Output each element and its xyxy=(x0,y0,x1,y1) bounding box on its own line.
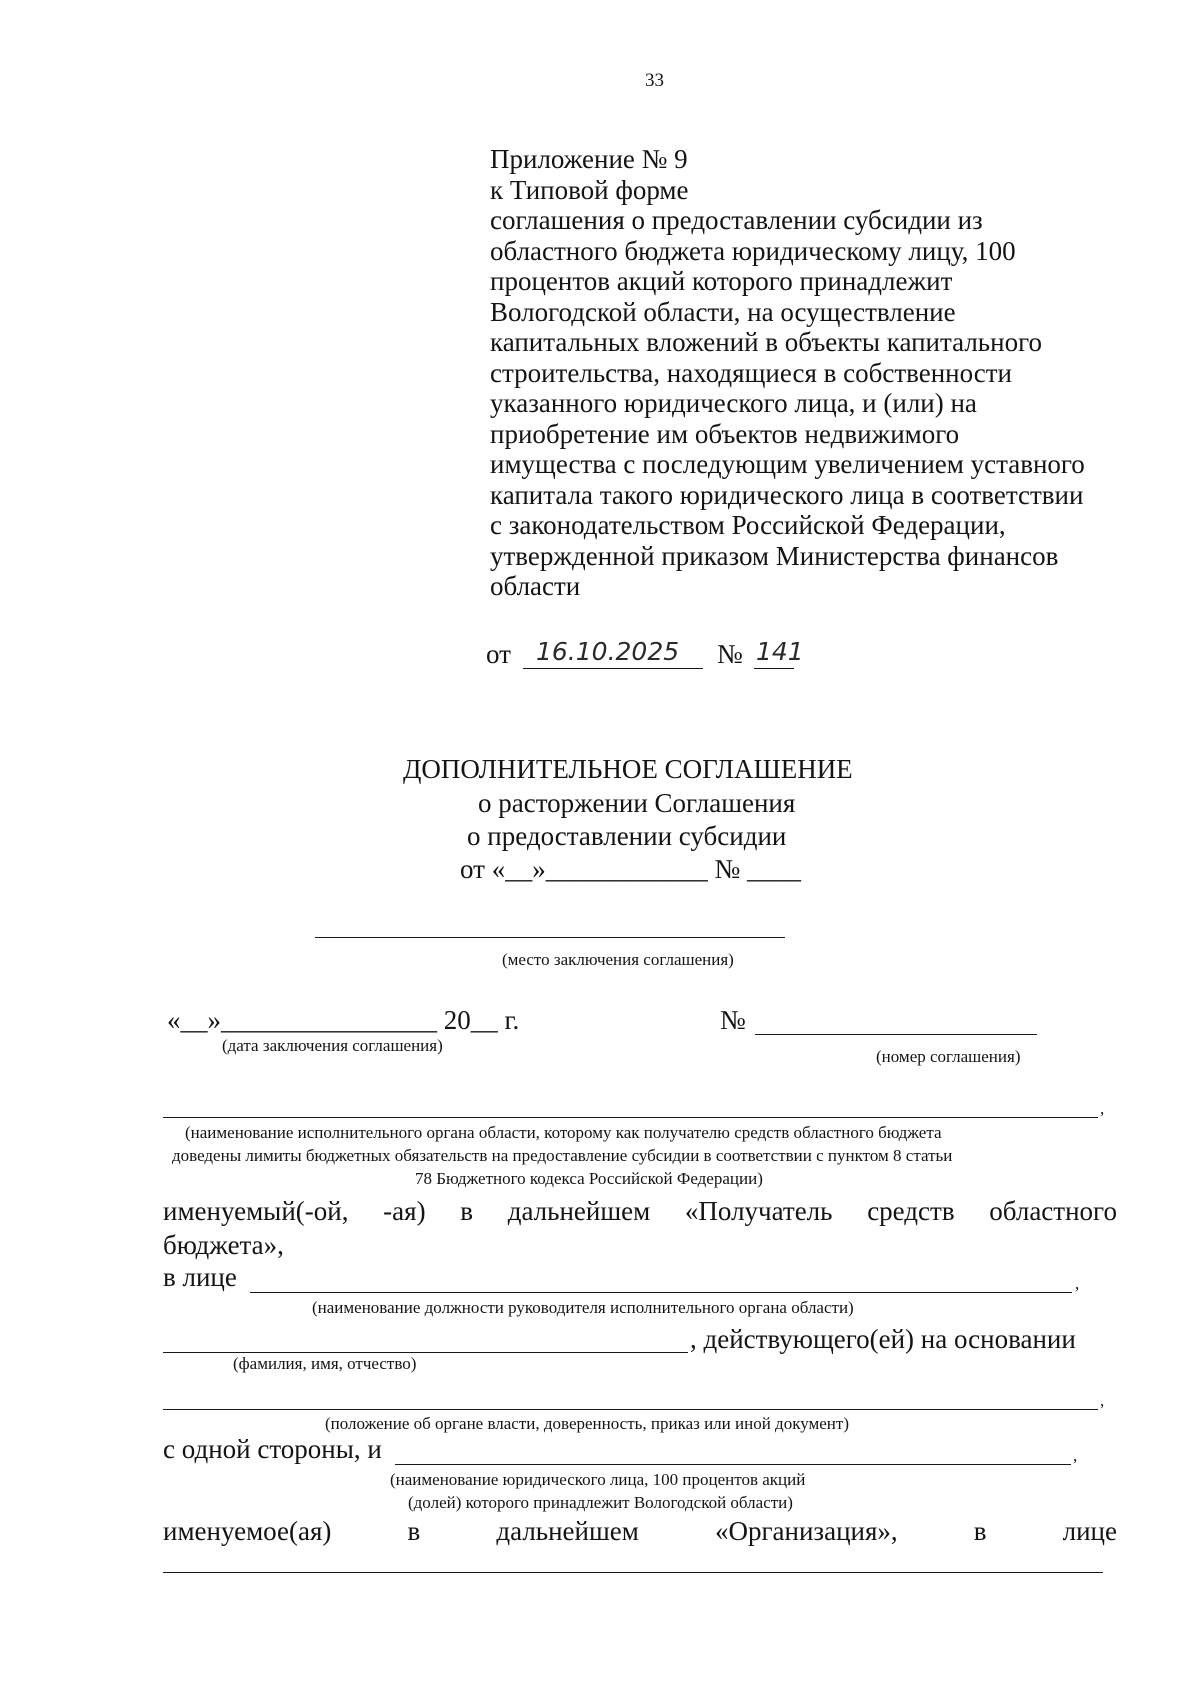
approval-line: с законодательством Российской Федерации, xyxy=(490,510,1006,540)
approval-line: указанного юридического лица, и (или) на xyxy=(490,388,977,418)
named-word: именуемый(-ой, xyxy=(163,1196,349,1226)
organization-caption-line-1: (наименование юридического лица, 100 процентов акций xyxy=(390,1470,806,1489)
organ-caption-line-1: (наименование исполнительного органа области, которому как получателю средств областного бюджета xyxy=(185,1123,942,1142)
organ-field-line xyxy=(163,1117,1098,1118)
place-caption: (место заключения соглашения) xyxy=(502,950,734,969)
agreement-date-number-line: от «__»____________ № ____ xyxy=(460,854,801,884)
approval-date-handwritten: 16.10.2025 xyxy=(536,637,680,666)
organization-field-comma: , xyxy=(1073,1446,1078,1465)
approval-line: утвержденной приказом Министерства финансов xyxy=(490,540,1059,571)
approval-block xyxy=(490,144,1085,602)
approval-number-label: № xyxy=(717,639,743,669)
approval-number-underline xyxy=(754,668,794,669)
approval-line: областного бюджета юридическому лицу, 100 xyxy=(490,235,1016,266)
approval-line: капитала такого юридического лица в соответствии xyxy=(490,479,1084,510)
organ-caption-line-3: 78 Бюджетного кодекса Российской Федерации) xyxy=(415,1169,763,1188)
position-caption: (наименование должности руководителя исполнительного органа области) xyxy=(312,1298,854,1317)
named-word: в xyxy=(460,1196,474,1226)
approval-line: имущества с последующим увеличением уставного xyxy=(490,449,1085,479)
acting-on-basis-text: , действующего(ей) на основании xyxy=(690,1324,1076,1354)
named-organization-line xyxy=(163,1515,1117,1547)
approval-line: процентов акций которого принадлежит xyxy=(490,266,953,296)
approval-line: капитальных вложений в объекты капитального xyxy=(490,327,1042,357)
one-side-label: с одной стороны, и xyxy=(163,1434,382,1464)
named-word: дальнейшем xyxy=(507,1196,651,1226)
named-recipient-line xyxy=(163,1195,1117,1227)
org-representative-field-line xyxy=(163,1572,1103,1573)
fio-caption: (фамилия, имя, отчество) xyxy=(233,1354,417,1373)
agreement-number-line xyxy=(755,1034,1037,1035)
approval-line: Вологодской области, на осуществление xyxy=(490,296,956,327)
approval-line: области xyxy=(490,571,581,601)
organ-field-comma: , xyxy=(1100,1099,1105,1118)
conclusion-date-field: «__»________________ 20__ г. xyxy=(167,1005,520,1035)
approval-line: Приложение № 9 xyxy=(490,144,688,174)
agreement-title: ДОПОЛНИТЕЛЬНОЕ СОГЛАШЕНИЕ xyxy=(403,754,853,784)
agreement-subtitle-subsidy: о предоставлении субсидии xyxy=(467,821,787,851)
org-named-word: в xyxy=(973,1516,987,1546)
approval-line: строительства, находящиеся в собственности xyxy=(490,357,1013,388)
approval-line: приобретение им объектов недвижимого xyxy=(490,418,960,449)
conclusion-date-caption: (дата заключения соглашения) xyxy=(222,1036,443,1055)
approval-line: к Типовой форме xyxy=(490,174,689,205)
organ-caption-line-2: доведены лимиты бюджетных обязательств на предоставление субсидии в соответствии с пунктом 8 статьи xyxy=(172,1146,953,1165)
approval-line: соглашения о предоставлении субсидии из xyxy=(490,205,983,235)
approval-number-handwritten: 141 xyxy=(756,637,804,666)
place-field-line xyxy=(315,937,785,938)
document-caption: (положение об органе власти, доверенность, приказ или иной документ) xyxy=(325,1414,849,1433)
document-field-comma: , xyxy=(1100,1391,1105,1410)
document-field-line xyxy=(163,1409,1098,1410)
agreement-subtitle-termination: о расторжении Соглашения xyxy=(478,788,796,818)
named-word: средств xyxy=(867,1196,955,1226)
agreement-number-label: № xyxy=(720,1005,746,1035)
agreement-number-caption: (номер соглашения) xyxy=(876,1047,1021,1066)
org-named-word: «Организация», xyxy=(714,1516,898,1546)
in-person-label: в лице xyxy=(163,1262,237,1292)
page-number: 33 xyxy=(645,70,664,91)
approval-from-label: от xyxy=(486,639,511,669)
position-field-comma: , xyxy=(1075,1274,1080,1293)
named-word: областного xyxy=(989,1196,1117,1226)
org-named-word: именуемое(ая) xyxy=(163,1516,332,1546)
organization-caption-line-2: (долей) которого принадлежит Вологодской области) xyxy=(408,1493,793,1512)
org-named-word: в xyxy=(407,1516,421,1546)
org-named-word: лице xyxy=(1062,1516,1117,1546)
named-word: -ая) xyxy=(383,1196,426,1226)
position-field-line xyxy=(250,1292,1072,1293)
budget-word: бюджета», xyxy=(163,1230,284,1260)
organization-field-line xyxy=(395,1464,1071,1465)
named-word: «Получатель xyxy=(684,1196,833,1226)
org-named-word: дальнейшем xyxy=(496,1516,639,1546)
approval-date-underline xyxy=(523,668,703,669)
